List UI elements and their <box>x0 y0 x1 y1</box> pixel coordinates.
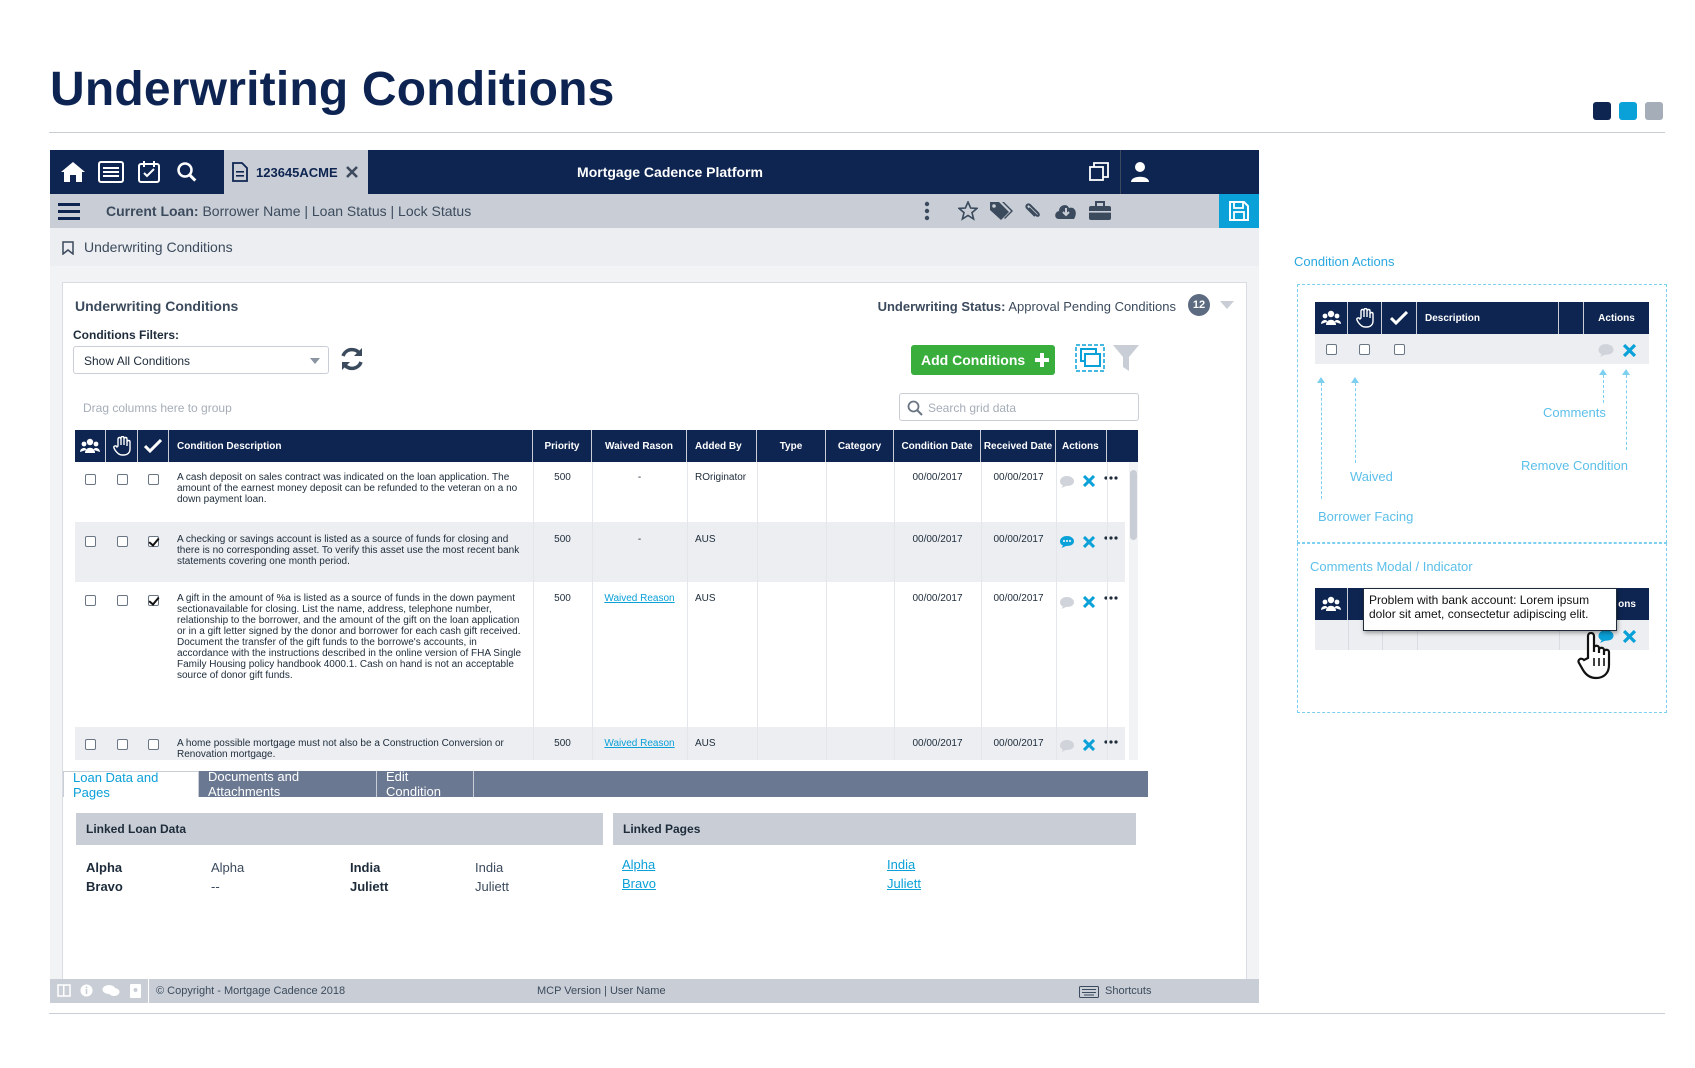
remove-condition-icon[interactable] <box>1083 739 1095 751</box>
breadcrumb-label: Underwriting Conditions <box>84 239 233 255</box>
download-button[interactable] <box>1053 199 1079 223</box>
home-icon <box>60 160 86 184</box>
waived-reason-value: - <box>637 472 642 483</box>
menu-button[interactable] <box>56 199 82 223</box>
color-swatch-gray <box>1645 102 1663 120</box>
shortcuts-link[interactable]: Shortcuts <box>1105 985 1152 997</box>
mini-col-spacer <box>1559 302 1584 334</box>
app-window <box>50 150 1259 1003</box>
mini-col-cleared <box>1382 302 1417 334</box>
waived-checkbox[interactable] <box>117 595 128 606</box>
paperclip-icon <box>1023 200 1043 222</box>
check-icon <box>1390 311 1408 325</box>
waived-reason-link[interactable]: Waived Reason <box>604 738 675 749</box>
current-loan-info <box>106 203 471 219</box>
conditions-panel <box>62 282 1247 994</box>
comment-icon[interactable] <box>1059 739 1075 753</box>
mini-col-actions: Actions <box>1598 312 1635 324</box>
table-row[interactable] <box>75 727 1125 760</box>
added-by-value: ROriginator <box>695 472 747 483</box>
hand-icon <box>113 436 131 456</box>
remove-condition-icon <box>1623 630 1636 643</box>
keyboard-icon <box>1079 985 1099 1003</box>
waived-reason-link[interactable]: Waived Reason <box>604 593 675 604</box>
panel-toggle-icon[interactable] <box>57 984 71 1002</box>
tasks-button[interactable] <box>130 150 168 194</box>
filter-selected-value: Show All Conditions <box>84 354 191 368</box>
waived-checkbox[interactable] <box>117 739 128 750</box>
loan-tab[interactable] <box>224 150 368 194</box>
users-icon <box>1321 596 1341 612</box>
more-button[interactable] <box>920 199 934 223</box>
loan-data-value: India <box>475 860 504 875</box>
linked-page-link[interactable]: India <box>887 857 916 872</box>
grid-header <box>75 430 1138 462</box>
col-cleared[interactable] <box>138 430 169 462</box>
save-button[interactable] <box>1219 194 1259 228</box>
tags-button[interactable] <box>988 199 1014 223</box>
users-icon <box>1321 310 1341 326</box>
footer-bar <box>50 979 1259 1003</box>
borrower-facing-annotation: Borrower Facing <box>1318 509 1414 524</box>
loan-data-value: Juliett <box>475 879 509 894</box>
col-waived-reason[interactable]: Waived Rason <box>592 430 687 462</box>
linked-loan-data-header: Linked Loan Data <box>76 813 603 845</box>
attachments-button[interactable] <box>1020 199 1046 223</box>
borrower-facing-checkbox[interactable] <box>85 536 96 547</box>
loan-info-bar <box>50 194 1259 228</box>
remove-condition-icon[interactable] <box>1083 596 1095 608</box>
windows-icon <box>1089 162 1109 182</box>
status-label: Underwriting Status: <box>877 299 1006 314</box>
conditions-filter-select[interactable] <box>73 346 329 374</box>
condition-date-value: 00/00/2017 <box>912 593 963 604</box>
scrollbar-thumb[interactable] <box>1130 470 1137 540</box>
briefcase-button[interactable] <box>1087 199 1113 223</box>
cleared-checkbox[interactable] <box>148 739 159 750</box>
status-count-badge: 12 <box>1188 294 1210 316</box>
conditions-grid <box>75 430 1138 760</box>
underwriting-status <box>878 299 1176 314</box>
loan-data-value: -- <box>211 879 220 894</box>
mini-grid-header <box>1315 302 1649 334</box>
panel-title: Underwriting Conditions <box>75 298 239 314</box>
col-category[interactable]: Category <box>826 430 894 462</box>
pointer-hand-icon <box>1576 630 1620 682</box>
priority-value: 500 <box>554 738 571 749</box>
search-icon <box>176 161 198 183</box>
document-icon <box>232 162 248 182</box>
star-icon <box>958 201 978 221</box>
contact-icon[interactable] <box>130 984 141 1003</box>
col-condition-description[interactable]: Condition Description <box>169 430 533 462</box>
comment-icon[interactable] <box>1059 535 1075 549</box>
mini-col-borrower <box>1315 588 1348 620</box>
col-waived[interactable] <box>106 430 138 462</box>
linked-pages-header: Linked Pages <box>613 813 1136 845</box>
linked-page-link[interactable]: Alpha <box>622 857 656 872</box>
list-button[interactable] <box>92 150 130 194</box>
footer-divider <box>49 1013 1665 1014</box>
loan-data-key: Alpha <box>86 860 123 875</box>
borrower-facing-checkbox[interactable] <box>85 474 96 485</box>
color-swatch-navy <box>1593 102 1611 120</box>
added-by-value: AUS <box>695 534 716 545</box>
top-navigation-bar <box>50 150 1259 194</box>
received-date-value: 00/00/2017 <box>993 472 1044 483</box>
search-icon <box>907 400 923 416</box>
calendar-check-icon <box>137 160 161 184</box>
priority-value: 500 <box>554 593 571 604</box>
grid-search-input[interactable] <box>899 393 1139 421</box>
current-loan-label: Current Loan: <box>106 203 199 219</box>
col-borrower-facing[interactable] <box>75 430 106 462</box>
breadcrumb <box>50 228 1259 266</box>
remove-condition-annotation: Remove Condition <box>1521 458 1628 473</box>
search-placeholder: Search grid data <box>928 401 1017 415</box>
tab-loan-data-and-pages[interactable]: Loan Data and Pages <box>63 771 199 797</box>
comment-icon[interactable] <box>1059 475 1075 489</box>
received-date-value: 00/00/2017 <box>993 534 1044 545</box>
condition-description: A home possible mortgage must not also be a Construction Conversion or Renovation mortgage. <box>177 738 504 760</box>
hand-icon <box>1356 308 1374 328</box>
condition-description: A gift in the amount of %a is listed as a source of funds in the down payment sectionavailable for closing. List the name, address, telephone number, relationship to the borrower, and the amount of the gift on the loan application or in a gift letter signed by the donor and borrower for each cash gift received. Document the transfer of the gift funds to the borrowe's accounts, in accordance with the instructions described in the online version of FHA Single Family Housing policy handbook 4000.1. Cash on hand is not an acceptable source of donor gift funds. <box>177 593 522 681</box>
condition-description: A cash deposit on sales contract was indicated on the loan application. The amount of the earnest money deposit can be refunded to the veteran on a no down payment loan. <box>177 472 518 505</box>
col-added-by[interactable]: Added By <box>687 430 757 462</box>
mini-col-description: Description <box>1417 302 1559 334</box>
bookmark-icon <box>62 241 74 255</box>
add-conditions-label: Add Conditions <box>921 352 1026 368</box>
platform-title: Mortgage Cadence Platform <box>577 164 763 180</box>
color-swatch-blue <box>1619 102 1637 120</box>
condition-date-value: 00/00/2017 <box>912 534 963 545</box>
comments-annotation: Comments <box>1543 405 1606 420</box>
add-conditions-button[interactable] <box>911 345 1055 375</box>
cloud-download-icon <box>1053 201 1079 221</box>
header-divider <box>49 132 1665 133</box>
comments-modal-title: Comments Modal / Indicator <box>1310 559 1473 574</box>
borrower-facing-checkbox[interactable] <box>85 739 96 750</box>
collapse-caret-icon[interactable] <box>1220 301 1234 309</box>
more-vertical-icon <box>924 201 930 221</box>
waived-reason-value: - <box>637 534 642 545</box>
waived-checkbox <box>1359 344 1370 355</box>
col-received-date[interactable]: Received Date <box>981 430 1056 462</box>
linked-page-link[interactable]: Juliett <box>887 876 921 891</box>
favorite-button[interactable] <box>955 199 981 223</box>
linked-page-link[interactable]: Bravo <box>622 876 656 891</box>
chat-icon[interactable] <box>102 984 120 1002</box>
detail-tabs <box>63 769 1148 800</box>
status-value: Approval Pending Conditions <box>1008 299 1176 314</box>
condition-actions-title: Condition Actions <box>1294 254 1395 269</box>
priority-value: 500 <box>554 472 571 483</box>
table-row[interactable] <box>75 582 1125 727</box>
priority-value: 500 <box>554 534 571 545</box>
cleared-checkbox[interactable] <box>148 474 159 485</box>
col-priority[interactable]: Priority <box>533 430 592 462</box>
tags-icon <box>989 200 1013 222</box>
loan-data-key: Juliett <box>350 879 389 894</box>
filter-icon[interactable] <box>1112 343 1140 373</box>
user-button[interactable] <box>1120 150 1159 194</box>
loan-data-key: Bravo <box>86 879 123 894</box>
cleared-checkbox[interactable] <box>148 595 159 606</box>
check-icon <box>144 439 162 453</box>
waived-checkbox[interactable] <box>117 536 128 547</box>
refresh-icon[interactable] <box>339 345 365 373</box>
condition-description: A checking or savings account is listed as a source of funds for closing and there is no corresponding asset. To verify this asset use the most recent bank statements covering one month period. <box>177 534 520 567</box>
comment-tooltip: Problem with bank account: Lorem ipsum dolor sit amet, consectetur adipiscing elit. <box>1363 588 1617 631</box>
page-title: Underwriting Conditions <box>50 63 615 116</box>
current-loan-value: Borrower Name | Loan Status | Lock Status <box>202 203 472 219</box>
table-row[interactable] <box>75 522 1125 582</box>
remove-condition-icon[interactable] <box>1083 536 1095 548</box>
tab-edit-condition[interactable]: Edit Condition <box>377 771 474 797</box>
briefcase-icon <box>1088 201 1112 221</box>
mini-col-actions-partial: ons <box>1618 598 1636 610</box>
close-icon[interactable] <box>346 166 358 178</box>
col-condition-date[interactable]: Condition Date <box>894 430 981 462</box>
borrower-facing-checkbox <box>1326 344 1337 355</box>
filters-label: Conditions Filters: <box>73 328 179 342</box>
comment-icon[interactable] <box>1059 596 1075 610</box>
mini-col-borrower <box>1315 302 1348 334</box>
remove-condition-icon <box>1623 344 1636 357</box>
received-date-value: 00/00/2017 <box>993 738 1044 749</box>
tab-documents-and-attachments[interactable]: Documents and Attachments <box>199 771 377 797</box>
waived-annotation: Waived <box>1350 469 1393 484</box>
user-icon <box>1130 161 1150 183</box>
condition-date-value: 00/00/2017 <box>912 738 963 749</box>
waived-checkbox[interactable] <box>117 474 128 485</box>
chevron-down-icon <box>310 358 320 364</box>
version-text: MCP Version | User Name <box>537 985 666 997</box>
added-by-value: AUS <box>695 738 716 749</box>
borrower-facing-checkbox[interactable] <box>85 595 96 606</box>
col-type[interactable]: Type <box>757 430 826 462</box>
remove-condition-icon[interactable] <box>1083 475 1095 487</box>
windows-button[interactable] <box>1080 150 1118 194</box>
loan-data-value: Alpha <box>211 860 245 875</box>
copyright-text: © Copyright - Mortgage Cadence 2018 <box>156 985 346 997</box>
save-icon <box>1229 201 1249 221</box>
export-icon[interactable] <box>1074 343 1106 373</box>
mini-col-waived <box>1348 302 1382 334</box>
col-actions[interactable]: Actions <box>1056 430 1107 462</box>
table-row[interactable] <box>75 462 1125 522</box>
home-button[interactable] <box>54 150 92 194</box>
list-icon <box>98 161 124 183</box>
grid-scrollbar[interactable] <box>1129 462 1138 760</box>
users-icon <box>80 438 100 454</box>
mini-grid-row <box>1315 334 1649 364</box>
cleared-checkbox[interactable] <box>148 536 159 547</box>
cleared-checkbox <box>1394 344 1405 355</box>
comment-icon <box>1597 343 1615 358</box>
search-button[interactable] <box>168 150 206 194</box>
added-by-value: AUS <box>695 593 716 604</box>
loan-tab-label: 123645ACME <box>256 164 338 180</box>
menu-icon <box>58 202 80 220</box>
info-icon[interactable] <box>80 984 93 1002</box>
plus-icon <box>1035 353 1049 367</box>
group-drop-zone[interactable]: Drag columns here to group <box>83 401 232 415</box>
received-date-value: 00/00/2017 <box>993 593 1044 604</box>
condition-date-value: 00/00/2017 <box>912 472 963 483</box>
loan-data-key: India <box>350 860 381 875</box>
